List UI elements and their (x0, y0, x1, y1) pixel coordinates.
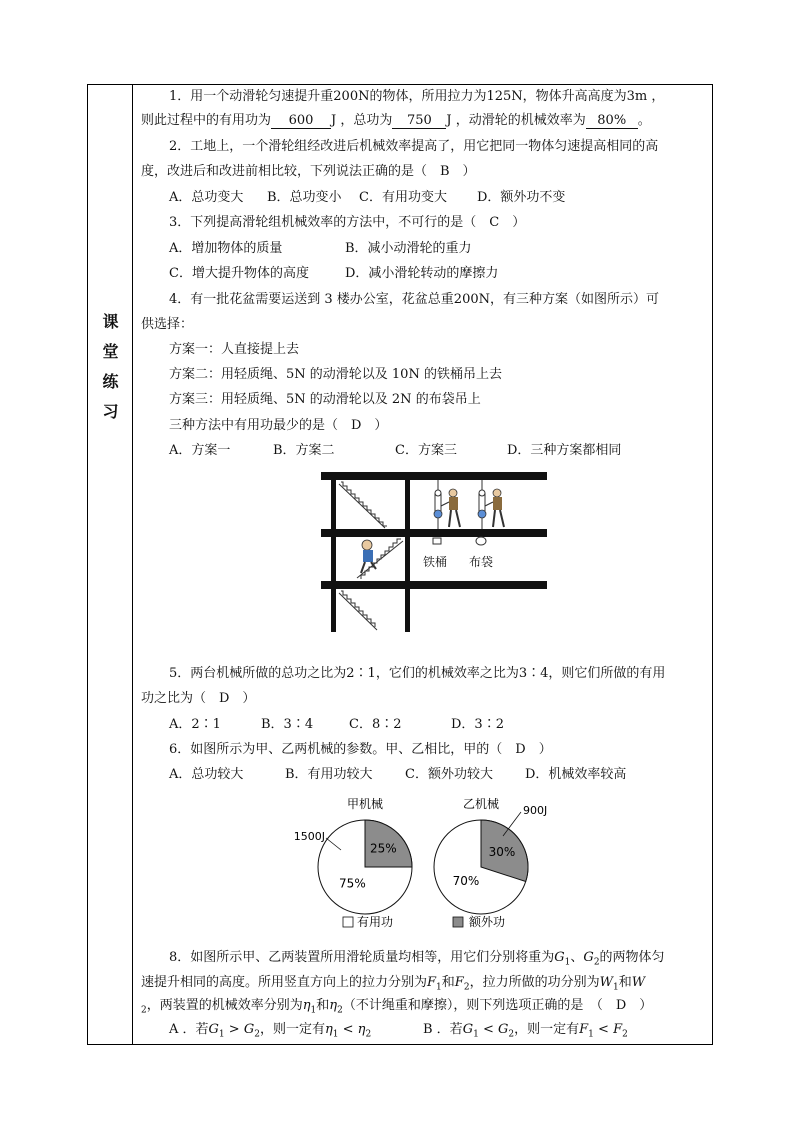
q8-text: < (338, 1022, 358, 1037)
q8-symbol: η (302, 998, 311, 1013)
q8-text: < (478, 1022, 498, 1037)
pie-title-yi: 乙机械 (462, 797, 500, 811)
q6-pie-charts (275, 790, 615, 940)
q5-option-b: B．3∶4 (261, 717, 314, 732)
q8-subscript: 1 (612, 982, 619, 993)
q1-text: J ，总功为 (331, 113, 393, 128)
q8-symbol: G (497, 1022, 509, 1037)
q8-text: 、 (570, 950, 584, 965)
q5-line1: 5．两台机械所做的总功之比为2∶1，它们的机械效率之比为3∶4，则它们所做的有用 (169, 666, 666, 681)
q8-text: 8．如图所示甲、乙两装置所用滑轮质量均相等，用它们分别将重为 (169, 950, 555, 965)
q1-line2 (141, 112, 651, 129)
q4-plan1: 方案一：人直接提上去 (169, 342, 300, 357)
q1-efficiency-answer: 80% (586, 114, 638, 129)
q8-options (169, 1021, 628, 1044)
q8-text: 速提升相同的高度。所用竖直方向上的拉力分别为 (141, 975, 428, 990)
q2-option-d: D．额外功不变 (477, 190, 566, 205)
q8-text: < (593, 1022, 614, 1037)
q8-subscript: 1 (564, 957, 571, 968)
q8-text: A ．若 (169, 1022, 209, 1037)
q8-symbol: G (462, 1022, 474, 1037)
q6-option-a: A．总功较大 (169, 767, 244, 782)
q6-line1: 6．如图所示为甲、乙两机械的参数。甲、乙相比，甲的（ D ） (169, 742, 552, 757)
q8-subscript: 2 (463, 982, 470, 993)
q8-subscript: 2 (622, 1029, 628, 1040)
q8-subscript: 2 (593, 957, 600, 968)
q8-text: ，则一定有 (259, 1022, 325, 1037)
q6-option-b: B．有用功较大 (285, 767, 373, 782)
section-label-char: 练 (102, 372, 119, 391)
q2-options (169, 189, 565, 206)
q8-text: B ．若 (423, 1022, 463, 1037)
q8-subscript: 1 (473, 1029, 479, 1040)
q1-text: 则此过程中的有用功为 (141, 113, 272, 128)
legend-swatch-useful (343, 917, 353, 927)
q8-symbol: η (329, 998, 338, 1013)
q8-subscript: 1 (588, 1029, 594, 1040)
pie-annotation-jia: 1500J (293, 830, 325, 843)
q8-text: ，拉力所做的功分别为 (469, 975, 600, 990)
q8-option-a (169, 1021, 423, 1044)
pie-annotation-yi: 900J (523, 804, 548, 817)
q3-option-c: C．增大提升物体的高度 (169, 266, 309, 281)
q4-line1: 4．有一批花盆需要运送到 3 楼办公室，花盆总重200N，有三种方案（如图所示）可 (169, 292, 659, 307)
q8-symbol: F (579, 1022, 589, 1037)
q8-subscript: 2 (365, 1029, 372, 1040)
q8-text: 和 (441, 975, 455, 990)
section-label-char: 习 (102, 402, 119, 421)
q8-subscript: 1 (218, 1029, 225, 1040)
q8-symbol: η (357, 1022, 366, 1037)
q4-options (169, 442, 621, 459)
q8-subscript: 2 (337, 1005, 343, 1016)
q2-line2: 度，改进后和改进前相比较，下列说法正确的是（ B ） (141, 164, 476, 179)
q4-question: 三种方法中有用功最少的是（ D ） (169, 418, 388, 433)
q8-line1 (169, 949, 665, 972)
q4-option-b: B．方案二 (273, 443, 335, 458)
q6-option-c: C．额外功较大 (405, 767, 493, 782)
q8-symbol: W (631, 975, 646, 990)
q8-subscript: 2 (508, 1029, 515, 1040)
q3-option-d: D．减小滑轮转动的摩擦力 (345, 266, 499, 281)
q8-text: > (224, 1022, 244, 1037)
side-column (88, 85, 133, 1044)
legend-label-useful: 有用功 (357, 915, 394, 929)
q6-options (169, 766, 626, 783)
section-label-char: 堂 (102, 342, 119, 361)
q1-total-work-answer: 750 (392, 114, 446, 129)
q8-line3 (141, 997, 652, 1020)
q3-line1: 3．下列提高滑轮组机械效率的方法中，不可行的是（ C ） (169, 215, 526, 230)
q4-building-figure (321, 472, 547, 632)
q8-text: ，则一定有 (514, 1022, 580, 1037)
q8-symbol: F (427, 975, 437, 990)
legend-swatch-extra (453, 917, 463, 927)
q8-text: （不计绳重和摩擦），则下列选项正确的是 （ D ） (342, 998, 653, 1013)
q3-options-row1 (169, 240, 472, 257)
q8-symbol: W (599, 975, 613, 990)
q8-symbol: F (454, 975, 464, 990)
q2-option-a: A．总功变大 (169, 190, 244, 205)
section-label-char: 课 (102, 312, 119, 331)
label-cloth-bag: 布袋 (469, 555, 494, 569)
q5-options (169, 716, 504, 733)
pie-label-yi-useful: 70% (452, 873, 480, 888)
q1-useful-work-answer: 600 (271, 114, 331, 129)
pie-label-yi-extra: 30% (488, 844, 516, 859)
q8-line2 (141, 974, 645, 997)
q5-line2: 功之比为（ D ） (141, 691, 256, 706)
q8-symbol: F (613, 1022, 623, 1037)
label-iron-bucket: 铁桶 (423, 555, 448, 569)
worksheet-table (87, 84, 713, 1045)
pie-chart-jia (318, 820, 412, 914)
q5-option-d: D．3∶2 (451, 717, 504, 732)
q4-plan2: 方案二：用轻质绳、5N 的动滑轮以及 10N 的铁桶吊上去 (169, 367, 502, 382)
q8-subscript: 1 (332, 1029, 339, 1040)
q2-line1: 2．工地上，一个滑轮组经改进后机械效率提高了，用它把同一物体匀速提高相同的高 (169, 139, 659, 154)
q3-option-a: A．增加物体的质量 (169, 241, 283, 256)
q5-option-c: C．8∶2 (349, 717, 402, 732)
pie-title-jia: 甲机械 (346, 797, 384, 811)
q3-options-row2 (169, 265, 498, 282)
q8-symbol: G (208, 1022, 219, 1037)
q5-option-a: A．2∶1 (169, 717, 221, 732)
q8-subscript: 2 (141, 1005, 147, 1016)
q8-text: 和 (618, 975, 632, 990)
q6-option-d: D．机械效率较高 (525, 767, 627, 782)
q8-text: 的两物体匀 (599, 950, 665, 965)
q8-symbol: G (243, 1022, 255, 1037)
q3-option-b: B．减小动滑轮的重力 (345, 241, 472, 256)
q8-symbol: G (583, 950, 594, 965)
q4-plan3: 方案三：用轻质绳、5N 的动滑轮以及 2N 的布袋吊上 (169, 392, 481, 407)
q1-line1: 1．用一个动滑轮匀速提升重200N的物体，所用拉力为125N，物体升高高度为3m ， (169, 89, 665, 104)
q4-line2: 供选择： (141, 317, 194, 332)
q4-option-a: A．方案一 (169, 443, 231, 458)
exercise-content (135, 85, 712, 1044)
q4-option-c: C．方案三 (395, 443, 457, 458)
section-label (88, 307, 133, 427)
q1-text: J ，动滑轮的机械效率为 (446, 113, 586, 128)
q2-option-c: C．有用功变大 (359, 190, 447, 205)
q8-subscript: 2 (254, 1029, 260, 1040)
q8-text: 和 (316, 998, 330, 1013)
q8-subscript: 1 (436, 982, 442, 993)
pie-chart-yi (434, 820, 528, 914)
q8-symbol: η (324, 1022, 333, 1037)
q4-option-d: D．三种方案都相同 (507, 443, 622, 458)
pie-label-jia-useful: 75% (339, 876, 366, 891)
q8-subscript: 1 (310, 1005, 317, 1016)
q8-text: ，两装置的机械效率分别为 (146, 998, 303, 1013)
q8-symbol: G (554, 950, 565, 965)
q1-text: 。 (637, 113, 651, 128)
legend-label-extra: 额外功 (469, 915, 506, 929)
pie-label-jia-extra: 25% (369, 841, 397, 856)
q8-option-b (423, 1021, 628, 1044)
q2-option-b: B．总功变小 (267, 190, 342, 205)
